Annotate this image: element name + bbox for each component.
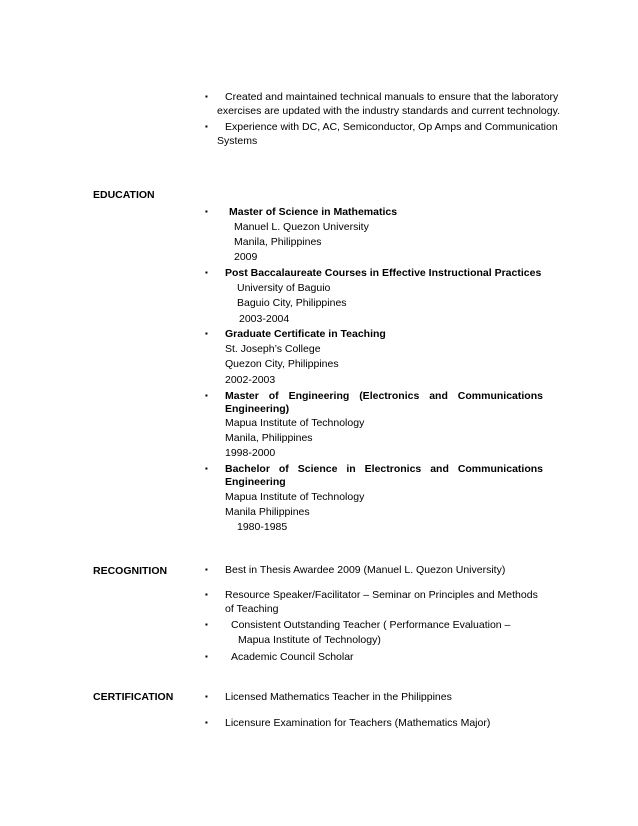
education-1-year: 2009 bbox=[234, 251, 258, 263]
education-5-location: Manila Philippines bbox=[225, 506, 310, 518]
title-word: of bbox=[278, 463, 289, 475]
education-2-school: University of Baguio bbox=[237, 282, 331, 294]
recognition-2-line-2: of Teaching bbox=[225, 603, 279, 615]
title-word: in bbox=[346, 463, 356, 475]
title-word: Communications bbox=[457, 390, 543, 402]
bullet-icon: ▪ bbox=[205, 652, 208, 661]
bullet-icon: ▪ bbox=[205, 718, 208, 727]
title-word: and bbox=[430, 463, 449, 475]
education-4-school: Mapua Institute of Technology bbox=[225, 417, 365, 429]
title-word: Science bbox=[297, 463, 338, 475]
education-2-year: 2003-2004 bbox=[239, 313, 290, 325]
bullet-icon: ▪ bbox=[205, 92, 208, 101]
bullet-icon: ▪ bbox=[205, 268, 208, 277]
education-1-location: Manila, Philippines bbox=[234, 236, 322, 248]
experience-item-1-line-2: exercises are updated with the industry standards and current technology. bbox=[217, 105, 561, 117]
education-3-school: St. Joseph’s College bbox=[225, 343, 321, 355]
title-word: Electronics bbox=[364, 463, 422, 475]
bullet-icon: ▪ bbox=[205, 464, 208, 473]
recognition-heading: RECOGNITION bbox=[93, 565, 168, 577]
education-3-location: Quezon City, Philippines bbox=[225, 358, 339, 370]
certification-heading: CERTIFICATION bbox=[93, 691, 174, 703]
bullet-icon: ▪ bbox=[205, 620, 208, 629]
title-word: of bbox=[268, 390, 279, 402]
education-5-title-line-2: Engineering bbox=[225, 476, 286, 488]
experience-item-1-line-1: Created and maintained technical manuals to ensure that the laboratory bbox=[225, 91, 559, 103]
title-word: Engineering bbox=[288, 390, 350, 402]
education-2-location: Baguio City, Philippines bbox=[237, 297, 347, 309]
recognition-4: Academic Council Scholar bbox=[231, 651, 354, 663]
education-5-year: 1980-1985 bbox=[237, 521, 288, 533]
education-1-school: Manuel L. Quezon University bbox=[234, 221, 369, 233]
bullet-icon: ▪ bbox=[205, 692, 208, 701]
certification-1: Licensed Mathematics Teacher in the Philippines bbox=[225, 691, 452, 703]
bullet-icon: ▪ bbox=[205, 122, 208, 131]
education-2-title: Post Baccalaureate Courses in Effective Instructional Practices bbox=[225, 267, 542, 279]
title-word: Master bbox=[225, 390, 259, 402]
education-heading: EDUCATION bbox=[93, 189, 155, 201]
education-4-location: Manila, Philippines bbox=[225, 432, 313, 444]
education-5-school: Mapua Institute of Technology bbox=[225, 491, 365, 503]
education-3-title: Graduate Certificate in Teaching bbox=[225, 328, 386, 340]
bullet-icon: ▪ bbox=[205, 565, 208, 574]
education-4-title-line-2: Engineering) bbox=[225, 403, 290, 415]
recognition-2-line-1: Resource Speaker/Facilitator – Seminar on Principles and Methods bbox=[225, 589, 538, 601]
education-5-title-line-1 bbox=[225, 462, 543, 476]
title-word: Communications bbox=[457, 463, 543, 475]
bullet-icon: ▪ bbox=[205, 207, 208, 216]
bullet-icon: ▪ bbox=[205, 329, 208, 338]
education-4-title-line-1 bbox=[225, 389, 543, 403]
recognition-3-line-1: Consistent Outstanding Teacher ( Performance Evaluation – bbox=[231, 619, 511, 631]
education-1-title: Master of Science in Mathematics bbox=[229, 206, 398, 218]
bullet-icon: ▪ bbox=[205, 391, 208, 400]
title-word: (Electronics bbox=[359, 390, 420, 402]
bullet-icon: ▪ bbox=[205, 590, 208, 599]
certification-2: Licensure Examination for Teachers (Mathematics Major) bbox=[225, 717, 491, 729]
title-word: Bachelor bbox=[225, 463, 270, 475]
recognition-1: Best in Thesis Awardee 2009 (Manuel L. Quezon University) bbox=[225, 564, 506, 576]
title-word: and bbox=[429, 390, 448, 402]
recognition-3-line-2: Mapua Institute of Technology) bbox=[238, 634, 381, 646]
experience-item-2-line-1: Experience with DC, AC, Semiconductor, Op Amps and Communication bbox=[225, 121, 558, 133]
education-4-year: 1998-2000 bbox=[225, 447, 276, 459]
education-3-year: 2002-2003 bbox=[225, 374, 276, 386]
experience-item-2-line-2: Systems bbox=[217, 135, 258, 147]
